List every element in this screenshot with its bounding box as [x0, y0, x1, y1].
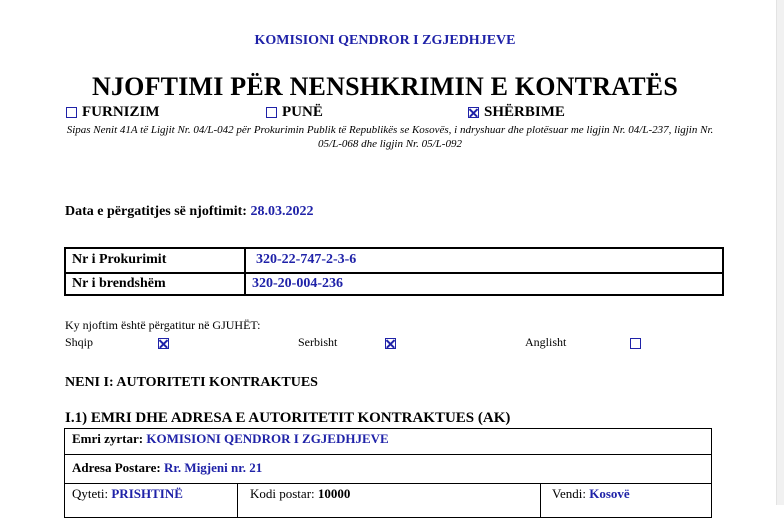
postal-address-label: Adresa Postare:: [72, 460, 161, 475]
languages-intro: Ky njoftim është përgatitur në GJUHËT:: [65, 318, 261, 332]
row-divider: [65, 454, 711, 455]
language-label-shqip: Shqip: [65, 335, 94, 349]
checkbox-icon: [630, 338, 641, 349]
internal-number-value: 320-20-004-236: [252, 276, 343, 291]
preparation-date-value: 28.03.2022: [250, 204, 314, 219]
country-field: [552, 486, 630, 502]
country-value: Kosovë: [589, 486, 630, 501]
category-pune: [266, 104, 323, 121]
postal-code-value: 10000: [317, 486, 351, 501]
procurement-number-label: Nr i Prokurimit: [72, 252, 167, 267]
preparation-date: [65, 204, 313, 220]
city-value: PRISHTINË: [111, 486, 183, 501]
column-divider: [237, 484, 238, 517]
column-divider: [540, 484, 541, 517]
table-row: [66, 249, 722, 274]
postal-address-value: Rr. Migjeni nr. 21: [163, 460, 263, 475]
postal-code-field: [250, 486, 350, 502]
internal-number-label: Nr i brendshëm: [72, 276, 166, 291]
organization-name: KOMISIONI QENDROR I ZGJEDHJEVE: [254, 33, 516, 48]
reference-table: [64, 247, 724, 296]
city-label: Qyteti:: [72, 486, 109, 501]
country-label: Vendi:: [552, 486, 586, 501]
checkbox-icon: [66, 107, 77, 118]
category-label: PUNË: [282, 104, 323, 120]
subsection-title: I.1) EMRI DHE ADRESA E AUTORITETIT KONTRAKTUES (AK): [65, 410, 511, 426]
category-sherbime: [468, 104, 565, 121]
checked-checkbox-icon: [158, 338, 169, 349]
vertical-scrollbar[interactable]: [776, 0, 784, 505]
city-field: [72, 486, 183, 502]
checked-checkbox-icon: [385, 338, 396, 349]
legal-basis: Sipas Nenit 41A të Ligjit Nr. 04/L-042 për Prokurimin Publik të Republikës se Kosovës, i ndryshuar dhe plotësuar me ligjin Nr. 04/L-237, ligjin Nr. 05/L-068 dhe ligjin Nr. 05/L-092: [66, 124, 714, 150]
official-name-value: KOMISIONI QENDROR I ZGJEDHJEVE: [146, 431, 389, 446]
category-label: FURNIZIM: [82, 104, 160, 120]
postal-code-label: Kodi postar:: [250, 486, 315, 501]
page-title: NJOFTIMI PËR NENSHKRIMIN E KONTRATËS: [91, 72, 678, 101]
preparation-date-label: Data e përgatitjes së njoftimit:: [65, 204, 247, 219]
procurement-number-value: 320-22-747-2-3-6: [256, 252, 357, 267]
official-name-label: Emri zyrtar:: [72, 431, 144, 446]
section-title: NENI I: AUTORITETI KONTRAKTUES: [65, 375, 318, 390]
row-divider: [65, 483, 711, 484]
table-row: [66, 273, 722, 296]
postal-address-field: [72, 460, 262, 476]
category-label: SHËRBIME: [484, 104, 565, 120]
checked-checkbox-icon: [468, 107, 479, 118]
language-label-anglisht: Anglisht: [525, 335, 567, 349]
checkbox-icon: [266, 107, 277, 118]
language-label-serbisht: Serbisht: [298, 335, 338, 349]
official-name-field: [72, 431, 389, 447]
category-furnizim: [66, 104, 160, 121]
